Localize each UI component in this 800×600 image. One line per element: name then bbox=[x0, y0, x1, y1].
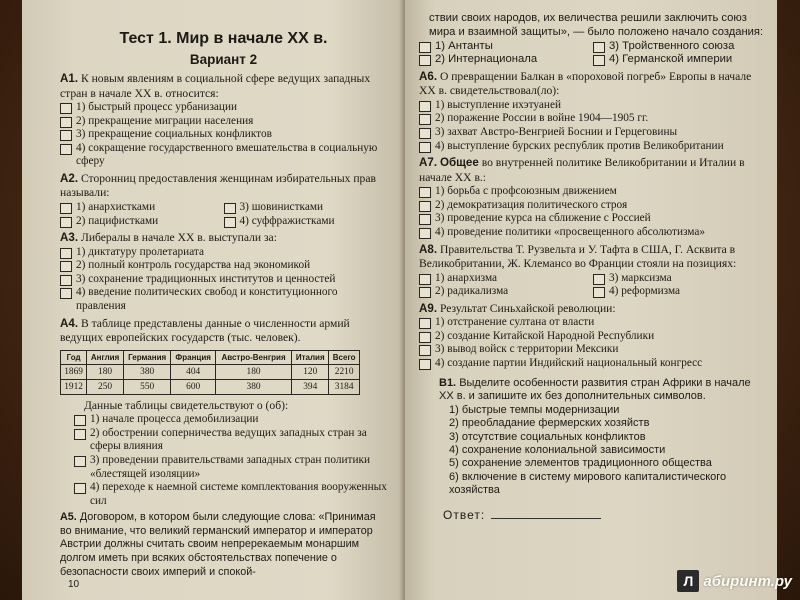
labirint-logo-icon: Л bbox=[677, 570, 699, 592]
question-a7: А7. Общее во внутренней политике Великобритании и Италии в начале XX в.: bbox=[419, 156, 745, 184]
checkbox[interactable] bbox=[74, 415, 86, 426]
a7-option-4[interactable]: 4) проведение политики «просвещенного абсолютизма» bbox=[419, 226, 767, 240]
b1-list bbox=[419, 404, 767, 498]
checkbox[interactable] bbox=[419, 332, 431, 343]
question-a2: А2. Сторонниц предоставления женщинам избирательных прав называли: bbox=[60, 171, 376, 200]
a4-lead: Данные таблицы свидетельствуют о (об): bbox=[84, 398, 289, 412]
question-a9: А9. Результат Синьхайской революции: bbox=[419, 301, 616, 315]
a6-option-1[interactable]: 1) выступление ихэтуаней bbox=[419, 99, 767, 113]
a9-option-2[interactable]: 2) создание Китайской Народной Республики bbox=[419, 330, 767, 344]
test-title: Тест 1. Мир в начале XX в. bbox=[119, 30, 328, 47]
table-cell: 180 bbox=[87, 364, 124, 379]
table-row bbox=[61, 364, 360, 379]
table-header: Англия bbox=[87, 350, 124, 364]
a4-option-4[interactable]: 4) переходе к наемной системе комплектования вооруженных сил bbox=[60, 481, 387, 508]
table-cell: 600 bbox=[171, 379, 216, 394]
checkbox[interactable] bbox=[60, 203, 72, 214]
checkbox[interactable] bbox=[74, 483, 86, 494]
table-header: Германия bbox=[123, 350, 170, 364]
checkbox[interactable] bbox=[419, 128, 431, 139]
answer-blank[interactable] bbox=[491, 518, 601, 519]
table-cell: 1869 bbox=[61, 364, 87, 379]
a3-option-4[interactable]: 4) введение политических свобод и конституционного правления bbox=[60, 286, 387, 313]
a5-option-3[interactable]: 3) Тройственного союза bbox=[593, 40, 767, 54]
a2-option-3[interactable]: 3) шовинистками bbox=[224, 201, 388, 215]
a5-option-1[interactable]: 1) Антанты bbox=[419, 40, 593, 54]
a3-option-1[interactable]: 1) диктатуру пролетариата bbox=[60, 246, 387, 260]
checkbox[interactable] bbox=[419, 187, 431, 198]
a9-option-3[interactable]: 3) вывод войск с территории Мексики bbox=[419, 343, 767, 357]
checkbox[interactable] bbox=[419, 359, 431, 370]
checkbox[interactable] bbox=[593, 55, 605, 66]
watermark-text: абиринт.ру bbox=[703, 572, 792, 590]
b1-item-6: 6) включение в систему мирового капиталистического хозяйства bbox=[449, 470, 727, 497]
a7-option-1[interactable]: 1) борьба с профсоюзным движением bbox=[419, 185, 767, 199]
checkbox[interactable] bbox=[224, 203, 236, 214]
a7-option-3[interactable]: 3) проведение курса на сближение с Россией bbox=[419, 212, 767, 226]
checkbox[interactable] bbox=[60, 117, 72, 128]
checkbox[interactable] bbox=[224, 217, 236, 228]
a9-option-4[interactable]: 4) создание партии Индийский национальный конгресс bbox=[419, 357, 767, 371]
checkbox[interactable] bbox=[593, 287, 605, 298]
b1-item-1: 1) быстрые темпы модернизации bbox=[449, 403, 620, 416]
left-page bbox=[22, 0, 405, 600]
table-cell: 1912 bbox=[61, 379, 87, 394]
checkbox[interactable] bbox=[419, 318, 431, 329]
checkbox[interactable] bbox=[419, 114, 431, 125]
b1-item-5: 5) сохранение элементов традиционного общества bbox=[449, 457, 712, 470]
a2-option-4[interactable]: 4) суффражистками bbox=[224, 215, 388, 229]
a2-options-row-1 bbox=[60, 201, 387, 215]
a4-option-3[interactable]: 3) проведении правительствами западных стран политики «блестящей изоляции» bbox=[60, 454, 387, 481]
checkbox[interactable] bbox=[74, 456, 86, 467]
a1-option-3[interactable]: 3) прекращение социальных конфликтов bbox=[60, 128, 387, 142]
a8-option-1[interactable]: 1) анархизма bbox=[419, 272, 593, 286]
a5-option-4[interactable]: 4) Германской империи bbox=[593, 53, 767, 67]
table-header-row bbox=[61, 350, 360, 364]
checkbox[interactable] bbox=[60, 261, 72, 272]
checkbox[interactable] bbox=[60, 248, 72, 259]
checkbox[interactable] bbox=[60, 275, 72, 286]
question-a1: А1. К новым явлениям в социальной сфере ведущих западных стран в начале XX в. относится: bbox=[60, 72, 371, 100]
a5-options-row-2 bbox=[419, 53, 767, 67]
checkbox[interactable] bbox=[419, 142, 431, 153]
checkbox[interactable] bbox=[419, 274, 431, 285]
table-cell: 404 bbox=[171, 364, 216, 379]
question-a5: А5. Договором, в котором были следующие слова: «Принимая во внимание, что великий германский император и император Австрии должны считать своим непререкаемым монаршим долгом иметь при всяких обстоятельствах попечение о безопасности своих империй и спокой- bbox=[60, 511, 376, 578]
a6-option-3[interactable]: 3) захват Австро-Венгрией Боснии и Герцеговины bbox=[419, 126, 767, 140]
table-cell: 250 bbox=[87, 379, 124, 394]
table-cell: 550 bbox=[123, 379, 170, 394]
answer-line[interactable] bbox=[419, 508, 767, 522]
answer-label: Ответ: bbox=[443, 507, 486, 522]
table-cell: 394 bbox=[292, 379, 329, 394]
checkbox[interactable] bbox=[74, 429, 86, 440]
table-row bbox=[61, 379, 360, 394]
a8-option-3[interactable]: 3) марксизма bbox=[593, 272, 767, 286]
table-cell: 380 bbox=[123, 364, 170, 379]
question-b1: В1. Выделите особенности развития стран Африки в начале XX в. и запишите их без дополнительных символов. bbox=[439, 376, 751, 403]
table-cell: 3184 bbox=[329, 379, 360, 394]
a5-options-row-1 bbox=[419, 40, 767, 54]
checkbox[interactable] bbox=[419, 228, 431, 239]
checkbox[interactable] bbox=[419, 287, 431, 298]
a7-option-2[interactable]: 2) демократизация политического строя bbox=[419, 199, 767, 213]
table-header: Год bbox=[61, 350, 87, 364]
table-header: Франция bbox=[171, 350, 216, 364]
a2-option-1[interactable]: 1) анархистками bbox=[60, 201, 224, 215]
army-table bbox=[60, 350, 360, 395]
a2-options-row-2 bbox=[60, 215, 387, 229]
b1-item-2: 2) преобладание фермерских хозяйств bbox=[449, 417, 650, 430]
variant-heading: Вариант 2 bbox=[189, 52, 258, 67]
checkbox[interactable] bbox=[60, 144, 72, 155]
table-header: Италия bbox=[292, 350, 329, 364]
question-a6: А6. О превращении Балкан в «пороховой погреб» Европы в начале XX в. свидетельствовал(ло): bbox=[419, 69, 752, 98]
checkbox[interactable] bbox=[419, 345, 431, 356]
a8-option-2[interactable]: 2) радикализма bbox=[419, 285, 593, 299]
page-number: 10 bbox=[68, 579, 80, 590]
table-cell: 120 bbox=[292, 364, 329, 379]
a1-option-2[interactable]: 2) прекращение миграции населения bbox=[60, 115, 387, 129]
question-a4: А4. В таблице представлены данные о численности армий ведущих европейских государств (тыс. человек). bbox=[60, 316, 350, 345]
table-header: Всего bbox=[329, 350, 360, 364]
checkbox[interactable] bbox=[60, 103, 72, 114]
a6-option-4[interactable]: 4) выступление бурских республик против Великобритании bbox=[419, 140, 767, 154]
checkbox[interactable] bbox=[419, 214, 431, 225]
a8-options-row-1 bbox=[419, 272, 767, 286]
a8-option-4[interactable]: 4) реформизма bbox=[593, 285, 767, 299]
a1-option-1[interactable]: 1) быстрый процесс урбанизации bbox=[60, 101, 387, 115]
checkbox[interactable] bbox=[593, 274, 605, 285]
a3-option-3[interactable]: 3) сохранение традиционных институтов и ценностей bbox=[60, 273, 387, 287]
a2-option-2[interactable]: 2) пацифистками bbox=[60, 215, 224, 229]
a8-options-row-2 bbox=[419, 285, 767, 299]
a4-option-2[interactable]: 2) обострении соперничества ведущих западных стран за сферы влияния bbox=[60, 427, 387, 454]
checkbox[interactable] bbox=[60, 217, 72, 228]
a3-option-2[interactable]: 2) полный контроль государства над экономикой bbox=[60, 259, 387, 273]
a9-option-1[interactable]: 1) отстранение султана от власти bbox=[419, 316, 767, 330]
checkbox[interactable] bbox=[419, 42, 431, 53]
question-a8: А8. Правительства Т. Рузвельта и У. Тафта в США, Г. Асквита в Великобритании, Ж. Клемансо во Франции стояли на позициях: bbox=[419, 242, 737, 271]
watermark bbox=[677, 570, 792, 592]
table-cell: 180 bbox=[215, 364, 291, 379]
a5-option-2[interactable]: 2) Интернационала bbox=[419, 53, 593, 67]
checkbox[interactable] bbox=[60, 288, 72, 299]
checkbox[interactable] bbox=[593, 42, 605, 53]
b1-item-4: 4) сохранение колониальной зависимости bbox=[449, 444, 666, 456]
a1-option-4[interactable]: 4) сокращение государственного вмешательства в социальную сферу bbox=[60, 142, 387, 169]
b1-item-3: 3) отсутствие социальных конфликтов bbox=[449, 430, 646, 443]
right-page bbox=[405, 0, 777, 600]
a4-option-1[interactable]: 1) начале процесса демобилизации bbox=[60, 413, 387, 427]
a6-option-2[interactable]: 2) поражение России в войне 1904—1905 гг. bbox=[419, 112, 767, 126]
checkbox[interactable] bbox=[60, 130, 72, 141]
table-cell: 2210 bbox=[329, 364, 360, 379]
table-header: Австро-Венгрия bbox=[215, 350, 291, 364]
a5-continuation: ствии своих народов, их величества решили заключить союз мира и взаимной защиты», — было положено начало создания: bbox=[429, 12, 764, 38]
checkbox[interactable] bbox=[419, 201, 431, 212]
checkbox[interactable] bbox=[419, 101, 431, 112]
question-a3: А3. Либералы в начале XX в. выступали за: bbox=[60, 231, 277, 245]
checkbox[interactable] bbox=[419, 55, 431, 66]
table-cell: 380 bbox=[215, 379, 291, 394]
